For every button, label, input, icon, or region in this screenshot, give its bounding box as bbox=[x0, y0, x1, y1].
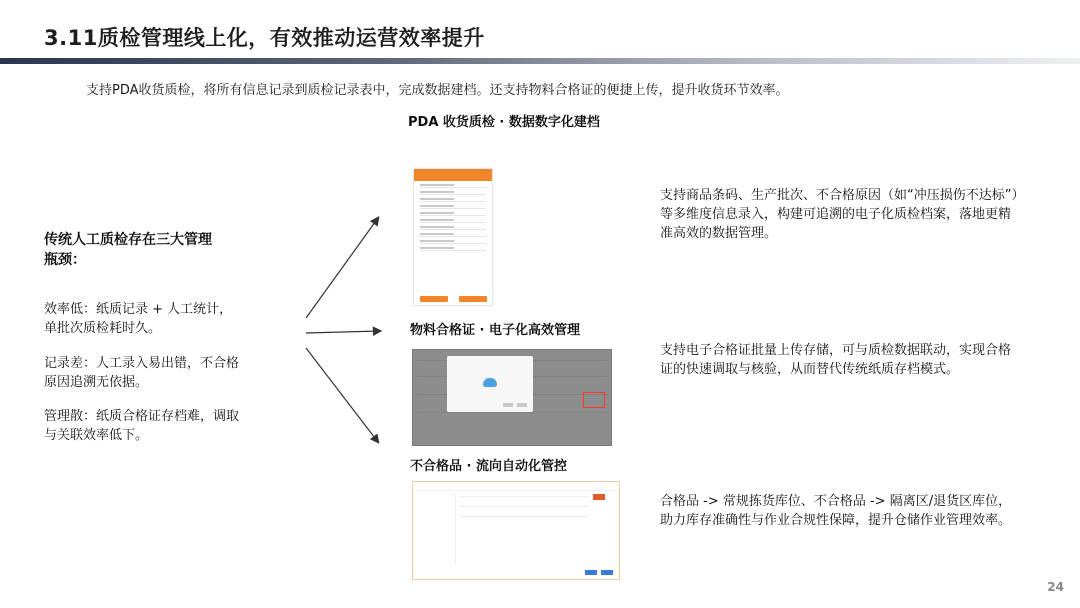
arrow-up bbox=[306, 218, 378, 318]
center-section-title: PDA 收货质检 · 数据数字化建档 bbox=[408, 115, 600, 130]
status-badge bbox=[593, 494, 605, 500]
left-point-management: 管理散：纸质合格证存档难，调取与关联效率低下。 bbox=[44, 409, 240, 443]
certificate-screenshot bbox=[412, 349, 612, 446]
cloud-upload-icon bbox=[483, 378, 497, 387]
page-number: 24 bbox=[1047, 580, 1064, 594]
left-heading: 传统人工质检存在三大管理瓶颈： bbox=[44, 232, 212, 268]
nonconforming-screenshot bbox=[412, 481, 620, 580]
left-point-records: 记录差：人工录入易出错，不合格原因追溯无依据。 bbox=[44, 356, 240, 390]
desc-pda: 支持商品条码、生产批次、不合格原因（如“冲压损伤不达标”）等多维度信息录入，构建可追溯的电子化质检档案，落地更精准高效的数据管理。 bbox=[660, 188, 1018, 241]
desc-nonconforming: 合格品 -> 常规拣货库位、不合格品 -> 隔离区/退货区库位，助力库存准确性与作业合规性保障，提升仓储作业管理效率。 bbox=[660, 494, 1012, 528]
page-title: 3.11质检管理线上化，有效推动运营效率提升 bbox=[44, 26, 485, 50]
section-label-certificate: 物料合格证 · 电子化高效管理 bbox=[410, 323, 580, 338]
left-point-efficiency: 效率低：纸质记录 + 人工统计，单批次质检耗时久。 bbox=[44, 302, 233, 336]
intro-text: 支持PDA收货质检，将所有信息记录到质检记录表中，完成数据建档。还支持物料合格证的便捷上传，提升收货环节效率。 bbox=[86, 83, 789, 98]
branch-arrows bbox=[300, 210, 390, 450]
arrow-down bbox=[306, 348, 378, 442]
section-label-nonconforming: 不合格品 · 流向自动化管控 bbox=[410, 459, 567, 474]
highlight-box bbox=[583, 392, 605, 408]
desc-certificate: 支持电子合格证批量上传存储，可与质检数据联动，实现合格证的快速调取与核验，从而替代传统纸质存档模式。 bbox=[660, 343, 1012, 377]
title-divider bbox=[0, 58, 1080, 64]
pda-screenshot bbox=[413, 168, 493, 306]
arrow-middle bbox=[306, 331, 380, 333]
upload-dialog bbox=[447, 356, 533, 412]
